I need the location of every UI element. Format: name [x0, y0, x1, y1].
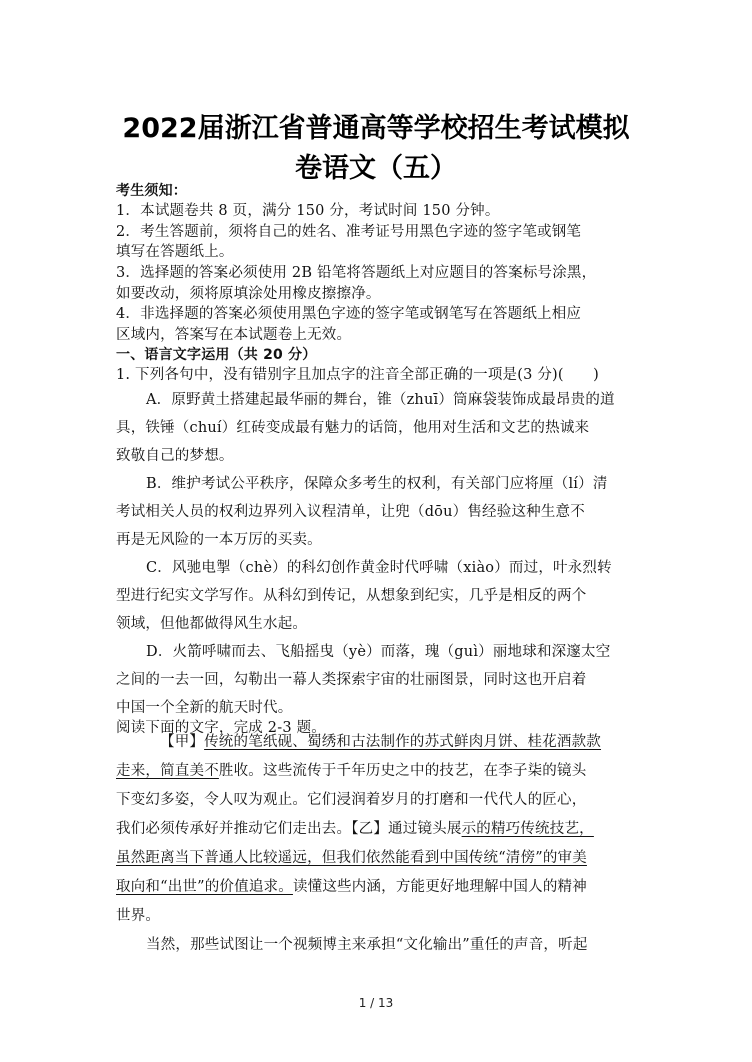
exam-title-line-2: 卷语文（五） — [295, 153, 457, 184]
option-d-line: D．火箭呼啸而去、飞船摇曳（yè）而落，瑰（guì）丽地球和深邃太空 — [146, 644, 611, 660]
notice-item: 3．选择题的答案必须使用 2B 铅笔将答题纸上对应题目的答案标号涂黑， — [116, 265, 597, 281]
option-c-line: 型进行纪实文学写作。从科幻到传记，从想象到纪实，几乎是相反的两个 — [116, 588, 587, 604]
passage-line: 虽然距离当下普通人比较遥远，但我们依然能看到中国传统“清傍”的审美 — [116, 850, 587, 866]
exam-title-line-1: 2022届浙江省普通高等学校招生考试模拟 — [122, 113, 630, 144]
notice-item: 如要改动，须将原填涂处用橡皮擦擦净。 — [116, 286, 381, 302]
passage-line: 走来，简直美不胜收。这些流传于千年历史之中的技艺，在李子柒的镜头 — [116, 763, 587, 779]
passage-line: 世界。 — [116, 908, 161, 924]
page-number: 1 / 13 — [358, 996, 394, 1010]
option-a-line: 具，铁锤（chuí）红砖变成最有魅力的话筒，他用对生活和文艺的热诚来 — [116, 420, 590, 436]
passage-line: 取向和“出世”的价值追求。读懂这些内涵，方能更好地理解中国人的精神 — [116, 879, 587, 895]
reading-instruction: 阅读下面的文字，完成 2-3 题。 — [116, 720, 326, 736]
passage-line: 当然，那些试图让一个视频博主来承担“文化输出”重任的声音，听起 — [146, 937, 588, 953]
notice-item: 2．考生答题前，须将自己的姓名、准考证号用黑色字迹的签字笔或钢笔 — [116, 224, 582, 240]
option-d-line: 之间的一去一回，勾勒出一幕人类探索宇宙的壮丽图景，同时这也开启着 — [116, 672, 587, 688]
section-heading: 一、语言文字运用（共 20 分） — [116, 347, 317, 363]
passage-line: 【甲】传统的笔纸砚、蜀绣和古法制作的苏式鲜肉月饼、桂花酒款款 — [160, 734, 602, 750]
option-d-line: 中国一个全新的航天时代。 — [116, 700, 293, 716]
notice-item: 4．非选择题的答案必须使用黑色字迹的签字笔或钢笔写在答题纸上相应 — [116, 306, 582, 322]
notice-heading: 考生须知： — [116, 183, 187, 199]
option-c-line: 领域，但他都做得风生水起。 — [116, 616, 308, 632]
option-b-line: B．维护考试公平秩序，保障众多考生的权利，有关部门应将厘（lí）清 — [146, 476, 608, 492]
option-a-line: A．原野黄土搭建起最华丽的舞台，锥（zhuī）筒麻袋装饰成最昂贵的道 — [146, 392, 615, 408]
notice-item: 1．本试题卷共 8 页，满分 150 分，考试时间 150 分钟。 — [116, 203, 500, 219]
option-b-line: 再是无风险的一本万厉的买卖。 — [116, 532, 322, 548]
notice-item: 填写在答题纸上。 — [116, 244, 234, 260]
notice-item: 区域内，答案写在本试题卷上无效。 — [116, 327, 352, 343]
passage-line: 我们必须传承好并推动它们走出去。【乙】通过镜头展示的精巧传统技艺， — [116, 821, 594, 837]
option-b-line: 考试相关人员的权利边界列入议程清单，让兜（dōu）售经验这种生意不 — [116, 504, 585, 520]
option-c-line: C．风驰电掣（chè）的科幻创作黄金时代呼啸（xiào）而过，叶永烈转 — [146, 560, 612, 576]
question-1-stem: 1. 下列各句中，没有错别字且加点字的注音全部正确的一项是(3 分)( ) — [116, 367, 600, 383]
passage-line: 下变幻多姿，令人叹为观止。它们浸润着岁月的打磨和一代代人的匠心， — [116, 792, 587, 808]
option-a-line: 致敬自己的梦想。 — [116, 448, 234, 464]
